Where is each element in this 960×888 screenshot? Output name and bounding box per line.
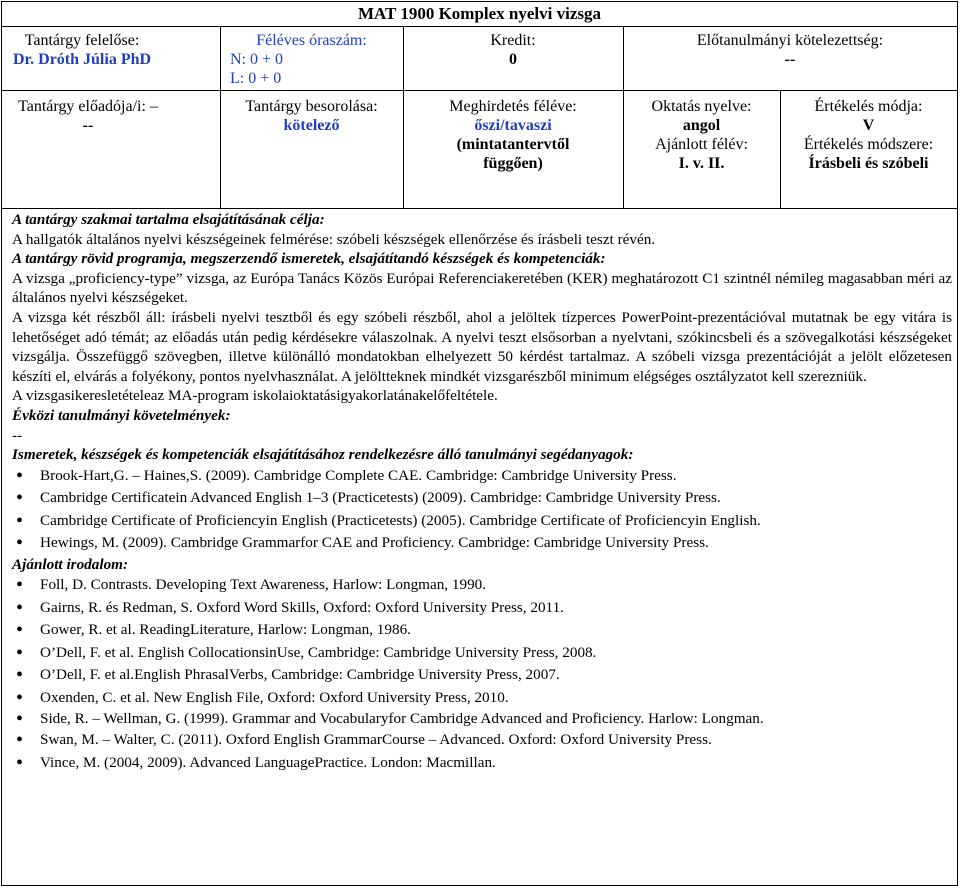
evkozi-text: --: [12, 426, 23, 444]
besorolas-label: Tantárgy besorolása:: [245, 98, 378, 115]
nyelv-label: Oktatás nyelve:: [651, 98, 752, 115]
eloado-value: --: [82, 117, 94, 134]
meghirdetes-value-3: függően): [483, 155, 543, 172]
ertekeles-block: [780, 97, 957, 173]
segedanyag-heading: Ismeretek, készségek és kompetenciák elsajátításához rendelkezésre álló tanulmányi segédanyagok:: [12, 446, 634, 464]
list-item: • Side, R. – Wellman, G. (1999). Grammar and Vocabularyfor Cambridge Advanced and Proficiency. Harlow: Longman.: [40, 709, 952, 729]
list-item: • Cambridge Certificatein Advanced English 1–3 (Practicetests) (2009). Cambridge: Cambridge University Press.: [40, 487, 952, 510]
oraszam-block: [220, 31, 403, 88]
list-item: • Gairns, R. és Redman, S. Oxford Word Skills, Oxford: Oxford University Press, 2011.: [40, 597, 952, 620]
list-item: • Gower, R. et al. ReadingLiterature, Harlow: Longman, 1986.: [40, 619, 952, 642]
oraszam-label: Féléves óraszám:: [256, 32, 367, 49]
program-paragraph-2: A vizsga két részből áll: írásbeli nyelvi tesztből és egy szóbeli részből, ahol a jelöltek tízperces PowerPoint-prezentációval mutatnak be egy vitára is lehetőséget adó témát; az előadás után pedig kérdésekre válaszolnak. A nyelvi teszt elsősorban a nyelvtani, szókincsbeli és a szövegalkotási készségeket vizsgálja. Összefüggő szövegben, illetve különálló mondatokban elhelyezett 50 kérdést tartalmaz. A szóbeli vizsga prezentációját a jelölt előzetesen készíti el, elvárás a folyékony, pontos nyelvhasználat. A jelöltteknek mindkét vizsgarészből minimum elégséges osztályzatot kell szerezniük.: [12, 308, 952, 385]
ertekeles-modszer-value: Írásbeli és szóbeli: [808, 155, 929, 172]
nyelv-value: angol: [682, 117, 721, 134]
cel-heading: A tantárgy szakmai tartalma elsajátításának célja:: [12, 211, 325, 228]
eloado-label: Tantárgy előadója/i: –: [18, 98, 158, 115]
course-title: MAT 1900 Komplex nyelvi vizsga: [357, 4, 602, 23]
list-item: • Swan, M. – Walter, C. (2011). Oxford English GrammarCourse – Advanced. Oxford: Oxford University Press.: [40, 729, 952, 752]
list-item: • Brook-Hart,G. – Haines,S. (2009). Cambridge Complete CAE. Cambridge: Cambridge University Press.: [40, 465, 952, 488]
ajanlott-label: Ajánlott félév:: [655, 136, 748, 153]
list-item: • O’Dell, F. et al. English CollocationsinUse, Cambridge: Cambridge University Press, 2008.: [40, 642, 952, 665]
ajanlott-value: I. v. II.: [678, 155, 725, 172]
irodalom-heading: Ajánlott irodalom:: [12, 555, 129, 573]
segedanyag-list: [12, 465, 952, 555]
course-sheet: [1, 1, 958, 886]
felelos-block: [2, 31, 162, 69]
felelos-label: Tantárgy felelőse:: [24, 32, 140, 49]
irodalom-list: [12, 574, 952, 774]
list-item: • Cambridge Certificate of Proficiencyin English (Practicetests) (2005). Cambridge Certificate of Proficiencyin English.: [40, 510, 952, 533]
elotanulmanyi-label: Előtanulmányi kötelezettség:: [696, 32, 884, 49]
divider: [2, 26, 957, 27]
ertekeles-modszer-label: Értékelés módszere:: [803, 136, 934, 153]
besorolas-value: kötelező: [283, 117, 340, 134]
ertekeles-mod-label: Értékelés módja:: [814, 98, 923, 115]
list-item: • Oxenden, C. et al. New English File, Oxford: Oxford University Press, 2010.: [40, 687, 952, 710]
evkozi-heading: Évközi tanulmányi követelmények:: [12, 406, 231, 424]
oraszam-n: N: 0 + 0: [230, 51, 284, 68]
felelos-value: Dr. Dróth Júlia PhD: [12, 51, 152, 68]
elotanulmanyi-value: --: [784, 51, 796, 68]
eloado-block: [2, 97, 174, 135]
header-table: [2, 2, 957, 209]
ertekeles-mod-value: V: [862, 117, 875, 134]
besorolas-block: [220, 97, 403, 135]
nyelv-block: [623, 97, 780, 173]
list-item: • O’Dell, F. et al.English PhrasalVerbs, Cambridge: Cambridge University Press, 2007.: [40, 664, 952, 687]
elotanulmanyi-block: [623, 31, 957, 69]
course-body: [12, 210, 952, 774]
kredit-value: 0: [509, 51, 517, 68]
divider: [2, 90, 957, 91]
kredit-label: Kredit:: [490, 32, 536, 49]
program-paragraph-3: A vizsgasikeresletételeaz MA-program iskolaioktatásigyakorlatánakelőfeltétele.: [12, 387, 498, 405]
meghirdetes-value-1: őszi/tavaszi: [474, 117, 552, 134]
meghirdetes-value-2: (mintatantervtől: [456, 136, 570, 153]
list-item: • Hewings, M. (2009). Cambridge Grammarfor CAE and Proficiency. Cambridge: Cambridge University Press.: [40, 532, 952, 555]
kredit-block: [403, 31, 623, 69]
program-paragraph-1: A vizsga „proficiency-type” vizsga, az Európa Tanács Közös Európai Referenciakeretében (KER) meghatározott C1 szintnél némileg magasabban méri az általános nyelvi készségeket.: [12, 269, 952, 307]
list-item: • Foll, D. Contrasts. Developing Text Awareness, Harlow: Longman, 1990.: [40, 574, 952, 597]
list-item: • Vince, M. (2004, 2009). Advanced LanguagePractice. London: Macmillan.: [40, 752, 952, 775]
meghirdetes-label: Meghirdetés féléve:: [449, 98, 577, 115]
meghirdetes-block: [403, 97, 623, 173]
cel-text: A hallgatók általános nyelvi készségeinek felmérése: szóbeli készségek ellenőrzése és írásbeli teszt révén.: [12, 230, 656, 248]
program-heading: A tantárgy rövid programja, megszerzendő ismeretek, elsajátítandó készségek és kompetenciák:: [12, 250, 606, 268]
oraszam-l: L: 0 + 0: [230, 70, 282, 87]
